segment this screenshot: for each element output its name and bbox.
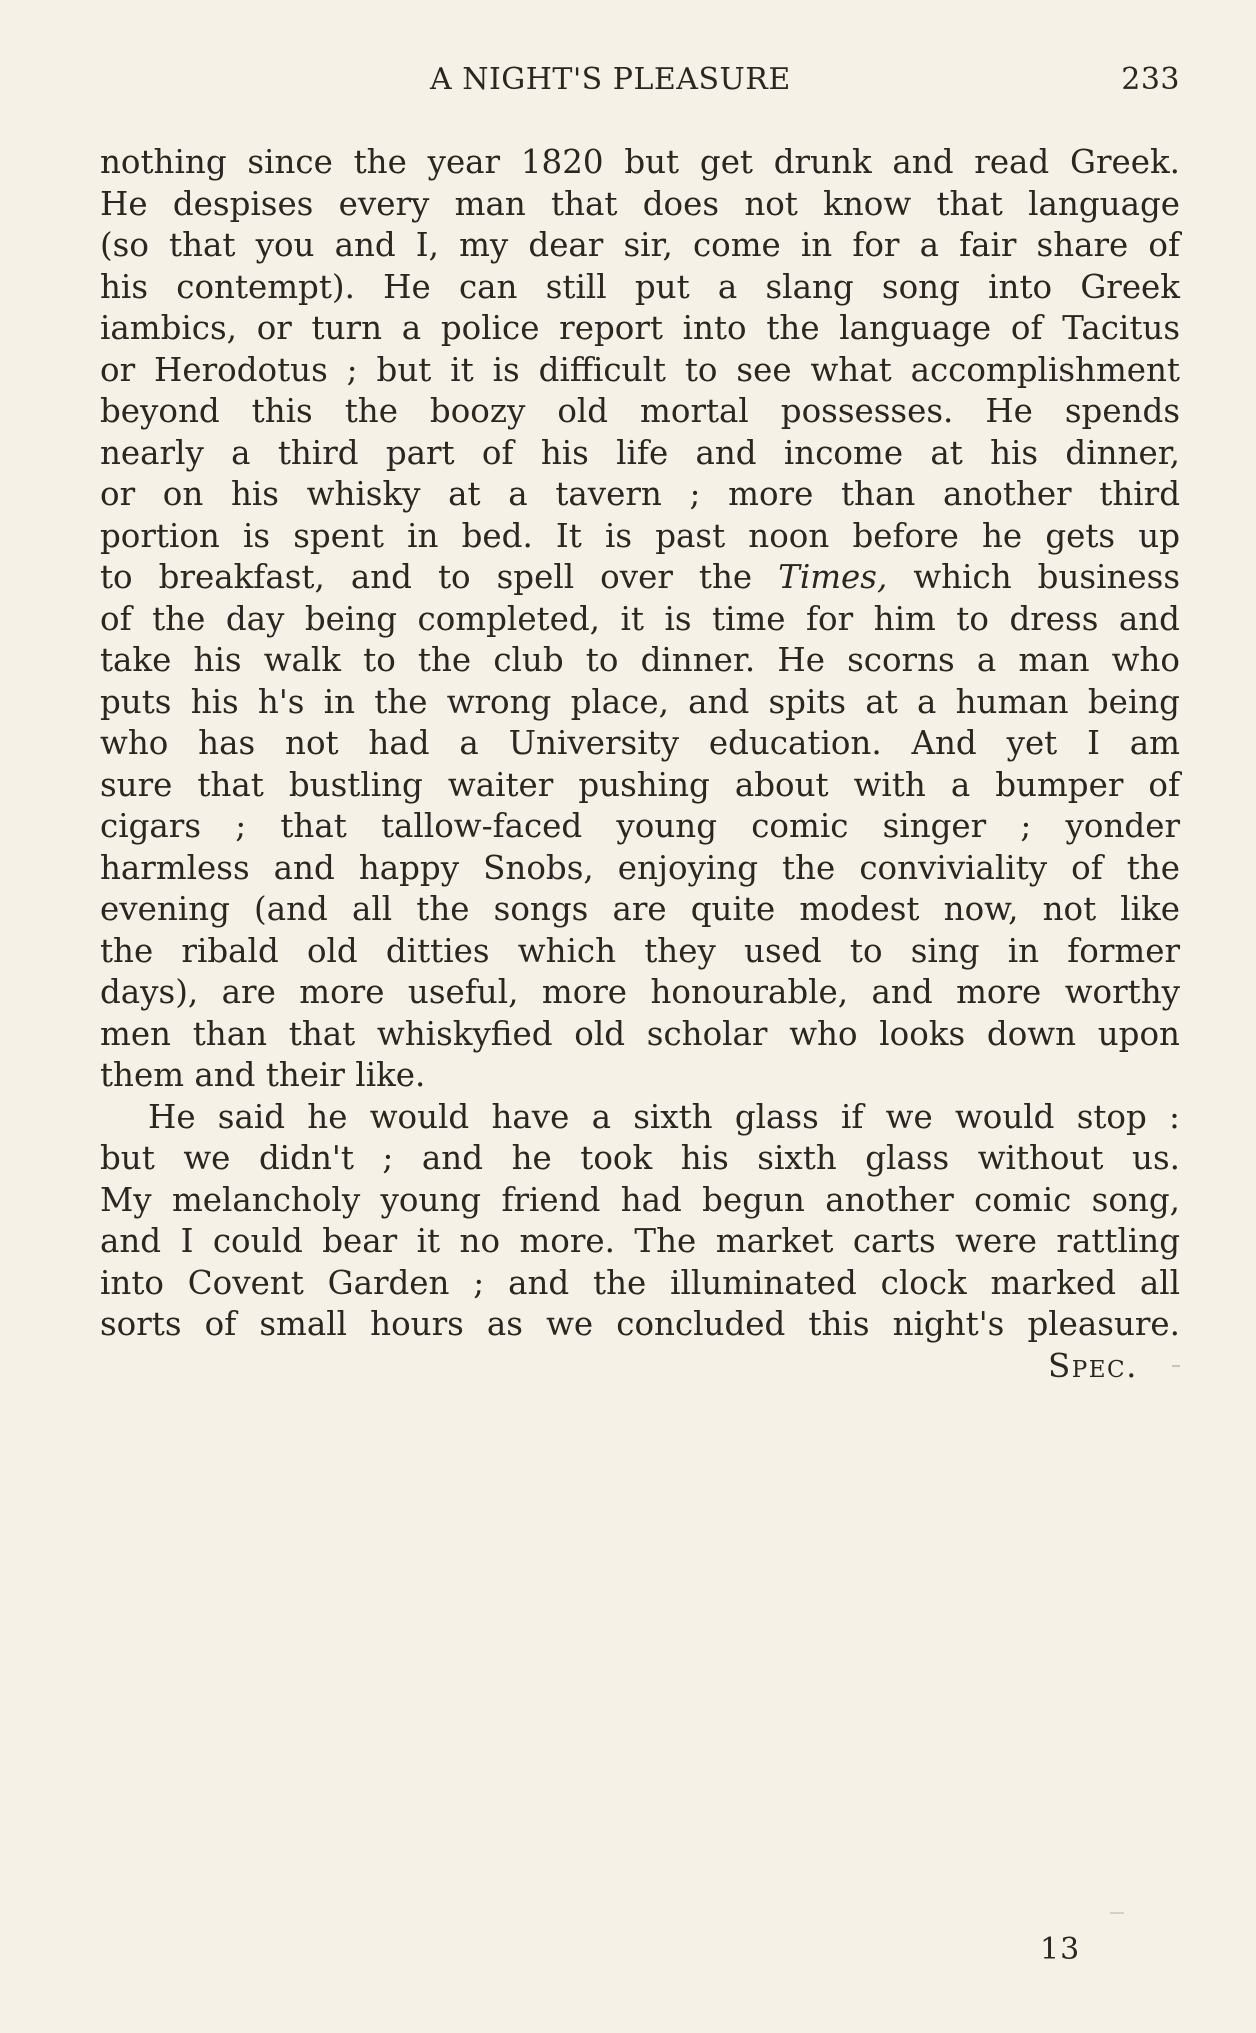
text-line: nearly a third part of his life and income at his dinner, [100, 433, 1180, 472]
text-line: He despises every man that does not know that language [100, 184, 1180, 223]
running-head-title: A NIGHT'S PLEASURE [430, 62, 791, 97]
text-line: and I could bear it no more. The market carts were rattling [100, 1222, 1180, 1260]
text-line: evening (and all the songs are quite modest now, not like [100, 890, 1180, 928]
text-line: My melancholy young friend had begun another comic song, [100, 1180, 1180, 1219]
page-number: 233 [1121, 62, 1180, 97]
body-text [100, 142, 1180, 1387]
text-line: them and their like. [100, 1056, 426, 1094]
text-line: cigars ; that tallow-faced young comic singer ; yonder [100, 807, 1180, 845]
text-line: into Covent Garden ; and the illuminated clock marked all [100, 1263, 1180, 1302]
stray-mark [1110, 1912, 1124, 1914]
text-line: of the day being completed, it is time for him to dress and [100, 599, 1180, 638]
text-line: He said he would have a sixth glass if we would stop : [148, 1097, 1180, 1136]
signature-line [100, 1346, 1180, 1388]
text-line: sure that bustling waiter pushing about with a bumper of [100, 765, 1180, 804]
text-line: harmless and happy Snobs, enjoying the conviviality of the [100, 848, 1180, 887]
text-line: who has not had a University education. And yet I am [100, 724, 1180, 762]
text-line: the ribald old ditties which they used to sing in former [100, 931, 1180, 970]
text-segment: to breakfast, and to spell over the [100, 558, 779, 596]
text-line: take his walk to the club to dinner. He scorns a man who [100, 641, 1180, 679]
text-line: or Herodotus ; but it is difficult to see what accomplishment [100, 350, 1180, 389]
text-line: days), are more useful, more honourable, and more worthy [100, 973, 1180, 1011]
text-line: nothing since the year 1820 but get drunk and read Greek. [100, 143, 1180, 181]
signature: Spec. [1048, 1346, 1138, 1385]
running-head [100, 62, 1180, 110]
text-line: beyond this the boozy old mortal possesses. He spends [100, 392, 1180, 430]
text-line: portion is spent in bed. It is past noon before he gets up [100, 516, 1180, 555]
text-line-times [100, 557, 1180, 599]
stray-mark [1172, 1365, 1180, 1367]
italic-title-times: Times, [778, 558, 888, 596]
text-line: but we didn't ; and he took his sixth glass without us. [100, 1139, 1180, 1177]
text-segment: which business [887, 558, 1180, 596]
text-line: or on his whisky at a tavern ; more than another third [100, 475, 1180, 513]
text-line: his contempt). He can still put a slang song into Greek [100, 267, 1180, 306]
text-line: puts his h's in the wrong place, and spits at a human being [100, 682, 1180, 721]
text-line: iambics, or turn a police report into the language of Tacitus [100, 309, 1180, 347]
printer-signature-mark: 13 [1040, 1932, 1081, 1967]
text-line: (so that you and I, my dear sir, come in for a fair share of [100, 226, 1180, 264]
text-line: sorts of small hours as we concluded this night's pleasure. [100, 1305, 1180, 1343]
text-line: men than that whiskyfied old scholar who looks down upon [100, 1014, 1180, 1053]
